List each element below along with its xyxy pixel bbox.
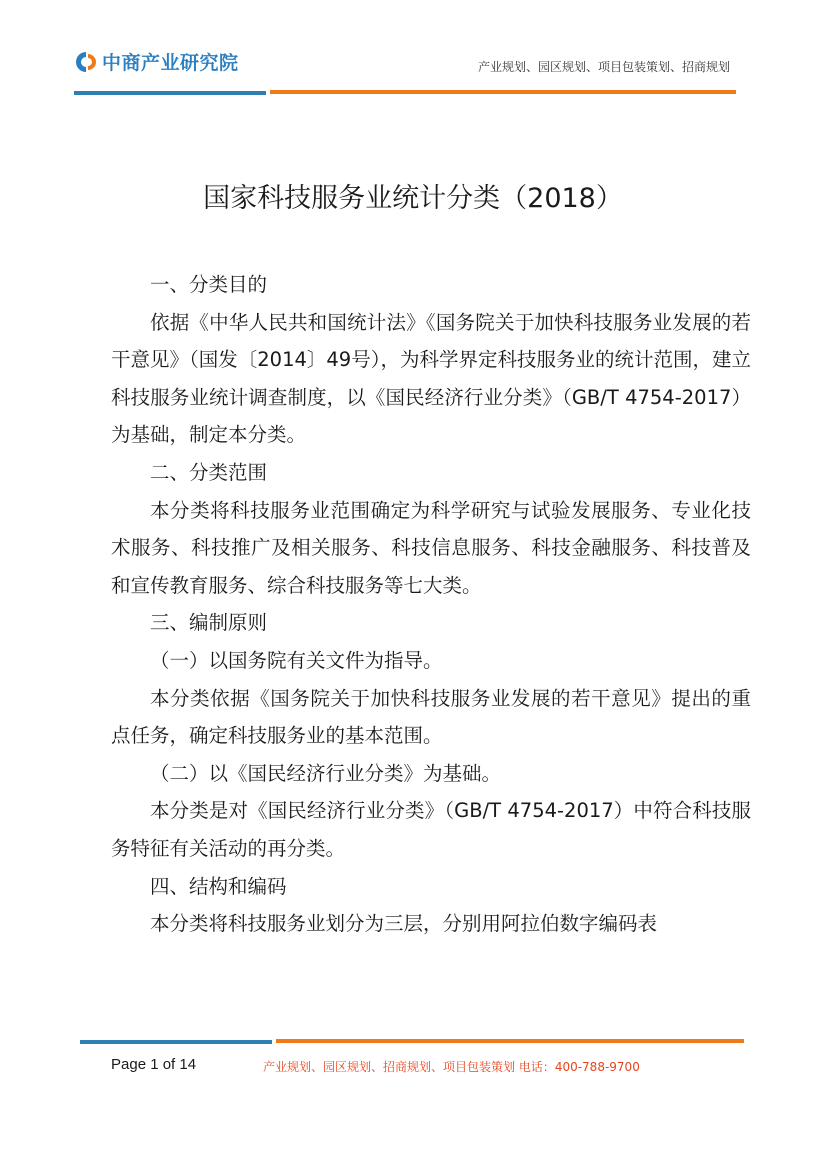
header-divider-orange <box>270 90 736 94</box>
logo-icon <box>74 50 98 74</box>
section-heading: 四、结构和编码 <box>150 874 287 898</box>
footer-tagline: 产业规划、园区规划、招商规划、项目包装策划 电话：400-788-9700 <box>263 1060 640 1074</box>
body-paragraph: 依据《中华人民共和国统计法》《国务院关于加快科技服务业发展的若干意见》（国发〔2014〕49号），为科学界定科技服务业的统计范围，建立科技服务业统计调查制度，以《国民经济行业分类》（GB/T 4754-2017）为基础，制定本分类。 <box>111 310 751 447</box>
header-divider-blue <box>74 91 266 95</box>
company-logo <box>74 48 239 75</box>
page-number: Page 1 of 14 <box>111 1056 197 1073</box>
footer-divider-orange <box>276 1039 744 1043</box>
body-paragraph: 本分类将科技服务业划分为三层，分别用阿拉伯数字编码表 <box>150 912 658 936</box>
header-tagline: 产业规划、园区规划、项目包装策划、招商规划 <box>477 60 730 74</box>
document-title: 国家科技服务业统计分类（2018） <box>203 183 623 214</box>
subsection-heading: （二）以《国民经济行业分类》为基础。 <box>150 761 502 785</box>
body-paragraph: 本分类是对《国民经济行业分类》（GB/T 4754-2017）中符合科技服务特征有关活动的再分类。 <box>111 799 751 860</box>
logo-text: 中商产业研究院 <box>102 52 239 74</box>
section-heading: 二、分类范围 <box>150 460 268 484</box>
section-heading: 三、编制原则 <box>150 611 268 635</box>
body-paragraph: 本分类将科技服务业范围确定为科学研究与试验发展服务、专业化技术服务、科技推广及相关服务、科技信息服务、科技金融服务、科技普及和宣传教育服务、综合科技服务等七大类。 <box>111 498 751 597</box>
body-paragraph: 本分类依据《国务院关于加快科技服务业发展的若干意见》提出的重点任务，确定科技服务业的基本范围。 <box>111 686 751 748</box>
footer-divider-blue <box>80 1040 272 1044</box>
document-body <box>111 266 751 943</box>
subsection-heading: （一）以国务院有关文件为指导。 <box>150 648 443 672</box>
section-heading: 一、分类目的 <box>150 273 268 296</box>
